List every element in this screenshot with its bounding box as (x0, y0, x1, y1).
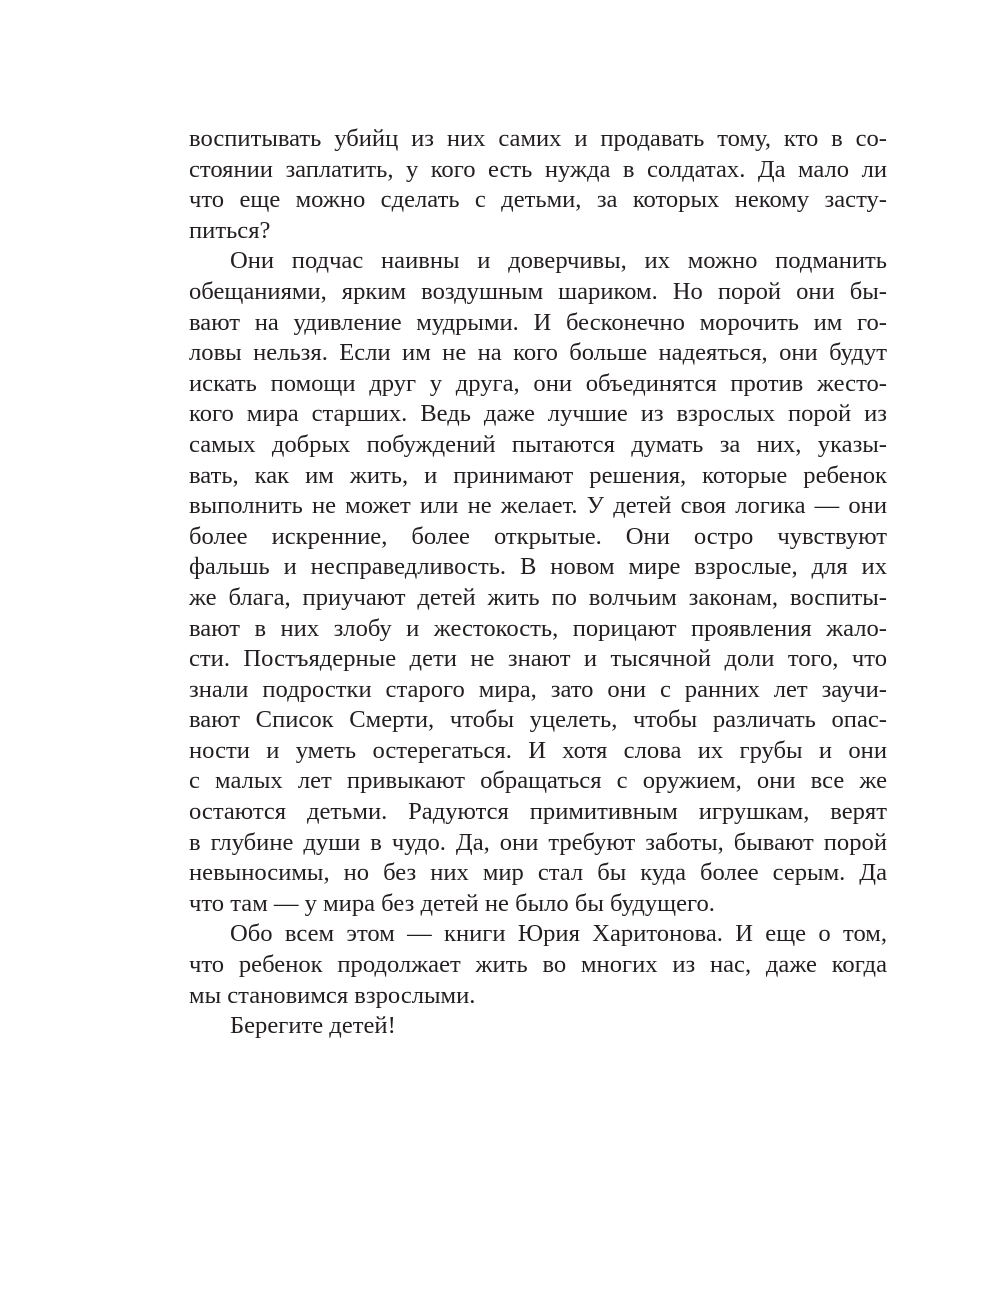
text-line: мы становимся взрослыми. (189, 981, 476, 1009)
paragraph (189, 1011, 887, 1042)
paragraph (189, 124, 887, 246)
text-line: выполнить не может или не желает. У детей своя логика — они (189, 492, 887, 520)
text-line: с малых лет привыкают обращаться с оружием, они все же (189, 767, 887, 795)
paragraph (189, 919, 887, 1011)
text-line: стоянии заплатить, у кого есть нужда в солдатах. Да мало ли (189, 155, 887, 183)
text-line: что там — у мира без детей не было бы будущего. (189, 889, 715, 917)
body-text (189, 124, 887, 1042)
text-line: вают в них злобу и жестокость, порицают проявления жало- (189, 614, 887, 642)
text-line: ности и уметь остерегаться. И хотя слова их грубы и они (189, 736, 887, 764)
text-line: вают Список Смерти, чтобы уцелеть, чтобы различать опас- (189, 706, 887, 734)
text-line: искать помощи друг у друга, они объединятся против жесто- (189, 369, 887, 397)
text-line: фальшь и несправедливость. В новом мире взрослые, для их (189, 553, 887, 581)
text-line: Обо всем этом — книги Юрия Харитонова. И еще о том, (230, 920, 887, 948)
text-line: невыносимы, но без них мир стал бы куда более серым. Да (189, 859, 887, 887)
text-line: сти. Постъядерные дети не знают и тысячной доли того, что (189, 645, 887, 673)
text-line: Они подчас наивны и доверчивы, их можно подманить (230, 247, 887, 275)
text-line: ловы нельзя. Если им не на кого больше надеяться, они будут (189, 339, 887, 367)
text-line: вать, как им жить, и принимают решения, которые ребенок (189, 461, 887, 489)
text-line: Берегите детей! (230, 1012, 396, 1040)
text-line: питься? (189, 216, 271, 244)
text-line: что еще можно сделать с детьми, за которых некому засту- (189, 186, 887, 214)
text-line: вают на удивление мудрыми. И бесконечно морочить им го- (189, 308, 887, 336)
text-line: обещаниями, ярким воздушным шариком. Но порой они бы- (189, 277, 887, 305)
text-line: самых добрых побуждений пытаются думать за них, указы- (189, 430, 887, 458)
text-line: воспитывать убийц из них самих и продавать тому, кто в со- (189, 125, 887, 152)
text-line: в глубине души в чудо. Да, они требуют заботы, бывают порой (189, 828, 887, 856)
paragraph (189, 246, 887, 919)
text-line: более искренние, более открытые. Они остро чувствуют (189, 522, 887, 550)
text-line: знали подростки старого мира, зато они с ранних лет заучи- (189, 675, 887, 703)
text-line: остаются детьми. Радуются примитивным игрушкам, верят (189, 798, 887, 826)
text-line: же блага, приучают детей жить по волчьим законам, воспиты- (189, 583, 887, 611)
text-line: что ребенок продолжает жить во многих из нас, даже когда (189, 951, 887, 979)
text-line: кого мира старших. Ведь даже лучшие из взрослых порой из (189, 400, 887, 428)
